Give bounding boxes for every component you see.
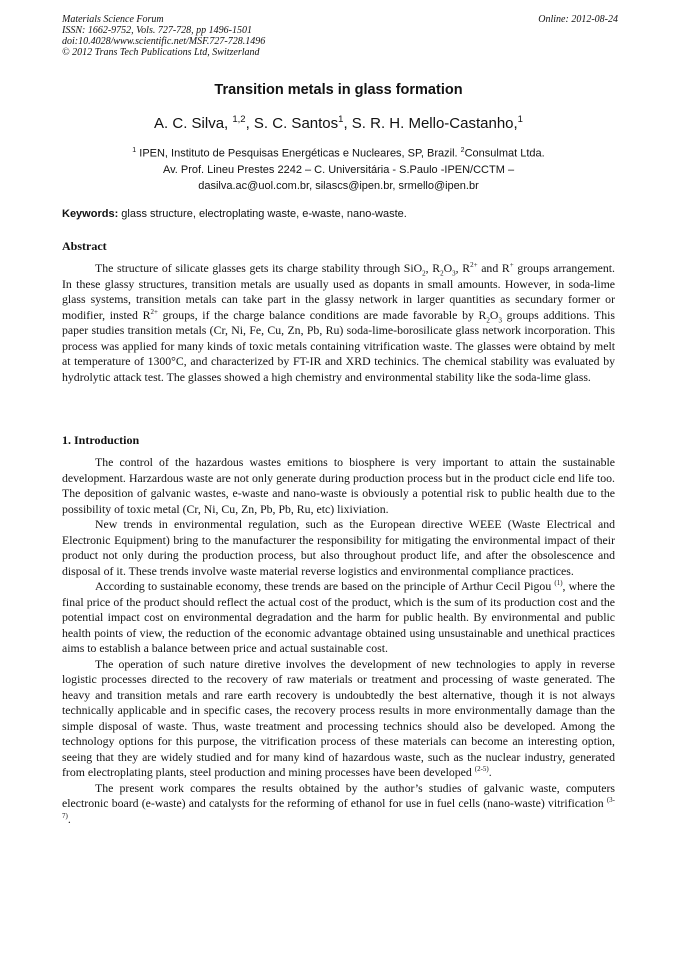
citation-ref: (2-5) [474,765,489,774]
intro-paragraph: The operation of such nature diretive involves the development of new technologies to apply in reverse logistic processes directed to the recovery of raw materials or treatment and processing of waste generated. The heavy and transition metals and rare earth recovery is undoubtedly the best alternative, though it is not always technically applicable and in specific cases, the recovery process results in more environmentally damage than the simple disposal of waste. Thus, waste treatment and processing technics should also be developed. Among the technology options for this purpose, the vitrification process of these materials can become an interesting option, seeing that they are widely studied and for many kind of hazardous waste, such as the nuclear industry, generated from electroplating plants, steel production and mining processes have been developed $^{(2-5)}$. [62,656,615,779]
author-affil-ref: 1 [338,114,344,125]
author-affil-ref: 1 [517,114,523,125]
copyright-line: © 2012 Trans Tech Publications Ltd, Switzerland [62,47,260,58]
keywords [62,208,615,220]
citation-ref: (3-7) [62,796,615,820]
intro-paragraph: According to sustainable economy, these trends are based on the principle of Arthur Cecil Pigou $^{(1)}$, where the final price of the product should reflect the actual cost of the product, which is the sum of its production cost and the potential impact cost on environmental degradation and the harm for public health. By environmental and public health points of view, the reduction of the economic advantage obtained using unsustainable and unethical practices aims to establish a balance between price and actual sustainable cost. [62,579,615,655]
abstract-heading: Abstract [62,239,107,253]
introduction-heading: 1. Introduction [62,433,140,447]
paper-title: Transition metals in glass formation [214,82,463,98]
author-affil-ref: 1,2 [232,114,246,125]
journal-header [62,14,618,58]
journal-name: Materials Science Forum [62,14,164,25]
intro-paragraph: New trends in environmental regulation, such as the European directive WEEE (Waste Electrical and Electronic Equipment) bring to the manufacturer the responsibility for mitigating the environmental impact of their product not only during the production process, but also throughout product life, and after the obsolescence and disposal of it. These trends involve waste material reverse logistics and environmental compliance practices. [62,517,615,578]
affiliation-line-1: $^1$ IPEN, Instituto de Pesquisas Energéticas e Nucleares, SP, Brazil. $^2$Consulmat Ltda. [132,147,545,160]
doi-line: doi:10.4028/www.scientific.net/MSF.727-728.1496 [62,36,266,47]
author-name: A. C. Silva, [154,115,233,132]
abstract-body [62,261,615,385]
issn-line: ISSN: 1662-9752, Vols. 727-728, pp 1496-1501 [62,25,252,36]
affiliations [62,143,615,178]
author-name: , S. R. H. Mello-Castanho, [343,115,518,132]
citation-ref: (1) [554,579,563,588]
abstract-paragraph: The structure of silicate glasses gets its charge stability through SiO$_2$, $R_2O_3$, $R^{2+}$ and R+ groups arrangement. In these glassy structures, transition metals are usually used as dopants in small amounts. However, in soda-lime glass systems, transition metals can take part in the glassy network in larger quantities as secundary former or modifier, insted $R^{2+}$ groups, if the charge balance conditions are made favorable by $R_2O_3$ groups additions. This paper studies transition metals (Cr, Ni, Fe, Cu, Zn, Pb, Ru) soda-lime-borosilicate glass network incorporation. This process was applied for many kinds of toxic metals containing vitrification waste. The glasses were obtaind by melt at temperature of 1300°C, and characterized by FT-IR and XRD techinics. The chemical stability was evaluated by hydrolytic attack test. The glasses showed a high chemistry and environmental stability like the soda-lime glass. [62,261,615,384]
affiliation-line-2: Av. Prof. Lineu Prestes 2242 – C. Universitária - S.Paulo -IPEN/CCTM – [162,163,515,176]
keywords-label: Keywords: [62,208,119,220]
online-date: Online: 2012-08-24 [538,14,618,25]
intro-paragraph: The control of the hazardous wastes emitions to biosphere is very important to attain the sustainable development. Harzardous waste are not only generate during production process but in the product cicle end life too. The deposition of galvanic wastes, e-waste and nano-waste is obviously a potential risk to public health due to the possibility of toxic metal (Cr, Ni, Cu, Zn, Pb, Pb, Ru, etc) lixiviation. [62,455,615,516]
author-list [62,114,615,132]
author-name: , S. C. Santos [245,115,339,132]
intro-paragraph: The present work compares the results obtained by the author’s studies of galvanic waste, computers electronic board (e-waste) and catalysts for the reforming of ethanol for use in fuel cells (nano-waste) vitrification $^{(3-7)}$. [62,780,615,826]
keywords-text: glass structure, electroplating waste, e-waste, nano-waste. [118,208,407,220]
introduction-body [62,455,615,827]
author-emails: dasilva.ac@uol.com.br, silascs@ipen.br, srmello@ipen.br [198,180,479,192]
